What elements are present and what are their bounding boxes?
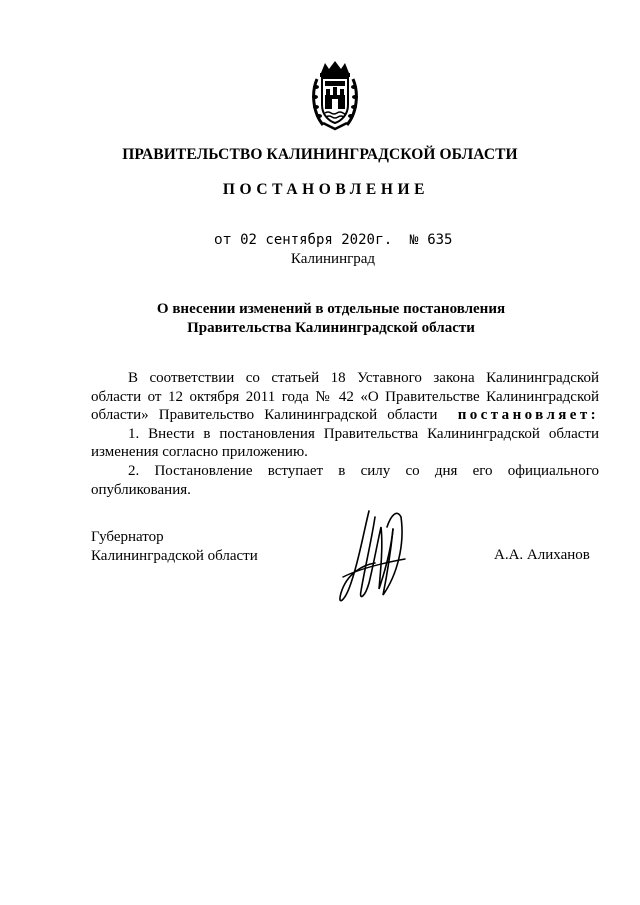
signer-name: А.А. Алиханов bbox=[494, 547, 590, 563]
document-body bbox=[91, 369, 599, 499]
body-paragraph-1-line-3 bbox=[91, 406, 599, 425]
document-date-number bbox=[214, 232, 452, 249]
kaliningrad-coat-of-arms-icon bbox=[311, 59, 359, 131]
date-value: 02 сентября 2020 bbox=[240, 232, 375, 248]
government-name: ПРАВИТЕЛЬСТВО КАЛИНИНГРАДСКОЙ ОБЛАСТИ bbox=[122, 146, 518, 163]
signer-title-line-2: Калининградской области bbox=[91, 548, 258, 564]
body-paragraph-2: 1. Внести в постановления Правительства Калининградской области изменения согласно приложению. bbox=[91, 425, 599, 461]
document-subject bbox=[0, 300, 640, 338]
number-sign: № bbox=[409, 233, 419, 249]
date-prefix: от bbox=[214, 233, 232, 249]
signer-title bbox=[91, 528, 258, 566]
decree-word: постановляет: bbox=[457, 407, 600, 424]
document-type: ПОСТАНОВЛЕНИЕ bbox=[222, 181, 430, 198]
subject-line-1: О внесении изменений в отдельные постановления bbox=[156, 301, 506, 317]
document-city: Калининград bbox=[290, 251, 376, 267]
body-paragraph-3: 2. Постановление вступает в силу со дня его официального опубликования. bbox=[91, 462, 599, 498]
body-paragraph-1-line-2: области от 12 октября 2011 года № 42 «О Правительстве Калининградской bbox=[91, 388, 599, 405]
year-suffix: г. bbox=[374, 233, 393, 249]
body-paragraph-1-line-1: В соответствии со статьей 18 Уставного закона Калининградской bbox=[128, 370, 599, 386]
handwritten-signature-icon bbox=[335, 505, 413, 610]
document-number: 635 bbox=[427, 232, 453, 248]
body-paragraph-1-line-3-text: области» Правительство Калининградской области bbox=[91, 407, 438, 424]
signer-title-line-1: Губернатор bbox=[91, 529, 164, 545]
subject-line-2: Правительства Калининградской области bbox=[187, 320, 475, 336]
